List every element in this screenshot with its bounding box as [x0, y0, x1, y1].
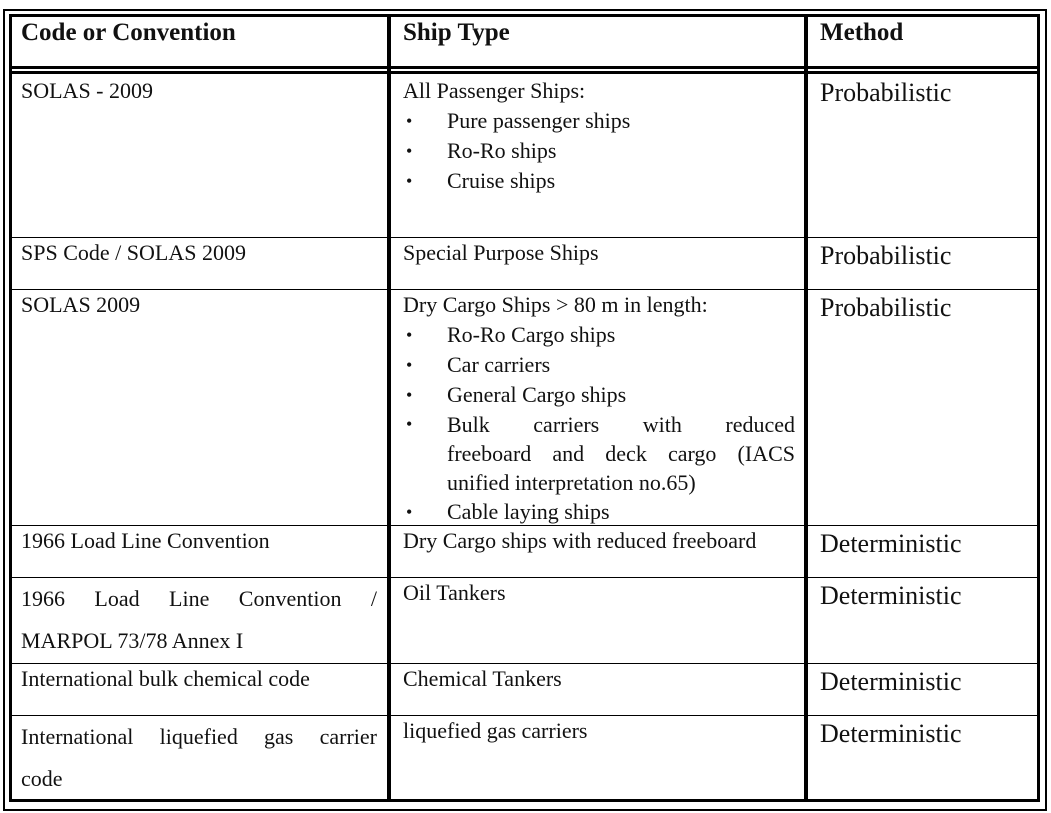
row4-code: 1966 Load Line Convention — [21, 528, 270, 553]
bullet-icon: • — [406, 111, 413, 131]
list-item — [403, 410, 795, 497]
table-top-border — [9, 14, 1040, 17]
row5-ship-type: Oil Tankers — [403, 580, 506, 605]
row5-method: Deterministic — [820, 581, 962, 610]
row1-code: SOLAS - 2009 — [21, 78, 154, 103]
list-item: • Car carriers — [403, 350, 795, 380]
header-bottom-border — [9, 66, 1040, 69]
header-method: Method — [820, 19, 904, 46]
row7-code — [21, 716, 377, 800]
row2-ship-type: Special Purpose Ships — [403, 240, 599, 265]
bullet-icon: • — [406, 385, 413, 405]
row7-method: Deterministic — [820, 719, 962, 748]
column-divider-2 — [804, 14, 808, 802]
list-item: • Pure passenger ships — [403, 106, 795, 136]
bullet-icon: • — [406, 414, 413, 434]
bulk-line-2: freeboard and deck cargo (IACS — [447, 441, 795, 466]
bullet-icon: • — [406, 502, 413, 522]
row5-code-line1: 1966 Load Line Convention / — [21, 586, 377, 611]
row1-method: Probabilistic — [820, 78, 952, 107]
list-item: • Ro-Ro Cargo ships — [403, 320, 795, 350]
row3-ship-list — [403, 320, 795, 527]
row1-ship-type — [403, 76, 795, 196]
row1-ship-intro: All Passenger Ships: — [403, 78, 586, 103]
row5-code-line2: MARPOL 73/78 Annex I — [21, 628, 244, 653]
bulk-line-1: Bulk carriers with reduced — [447, 412, 795, 437]
list-item: • General Cargo ships — [403, 380, 795, 410]
bullet-icon: • — [406, 171, 413, 191]
bullet-icon: • — [406, 325, 413, 345]
row3-ship-intro: Dry Cargo Ships > 80 m in length: — [403, 292, 708, 317]
row4-method: Deterministic — [820, 529, 962, 558]
row7-ship-type: liquefied gas carriers — [403, 718, 588, 743]
table-right-border — [1037, 14, 1040, 802]
bulk-line-3: unified interpretation no.65) — [447, 470, 696, 495]
header-code-or-convention: Code or Convention — [21, 19, 236, 46]
list-item: • Ro-Ro ships — [403, 136, 795, 166]
list-item: • Cruise ships — [403, 166, 795, 196]
row5-code — [21, 578, 377, 662]
row2-code: SPS Code / SOLAS 2009 — [21, 240, 246, 265]
row3-code: SOLAS 2009 — [21, 292, 141, 317]
header-ship-type: Ship Type — [403, 19, 510, 46]
row7-code-line1: International liquefied gas carrier — [21, 724, 377, 749]
row3-ship-type — [403, 290, 795, 527]
row6-method: Deterministic — [820, 667, 962, 696]
row4-ship-type: Dry Cargo ships with reduced freeboard — [403, 528, 757, 553]
bullet-icon: • — [406, 355, 413, 375]
row6-ship-type: Chemical Tankers — [403, 666, 562, 691]
row2-method: Probabilistic — [820, 241, 952, 270]
column-divider-1 — [387, 14, 391, 802]
table-left-border — [9, 14, 12, 802]
row6-code: International bulk chemical code — [21, 666, 310, 691]
row7-code-line2: code — [21, 766, 63, 791]
bullet-icon: • — [406, 141, 413, 161]
header-bottom-border-2 — [9, 71, 1040, 74]
row1-ship-list — [403, 106, 795, 196]
list-item: • Cable laying ships — [403, 497, 795, 527]
row3-method: Probabilistic — [820, 293, 952, 322]
